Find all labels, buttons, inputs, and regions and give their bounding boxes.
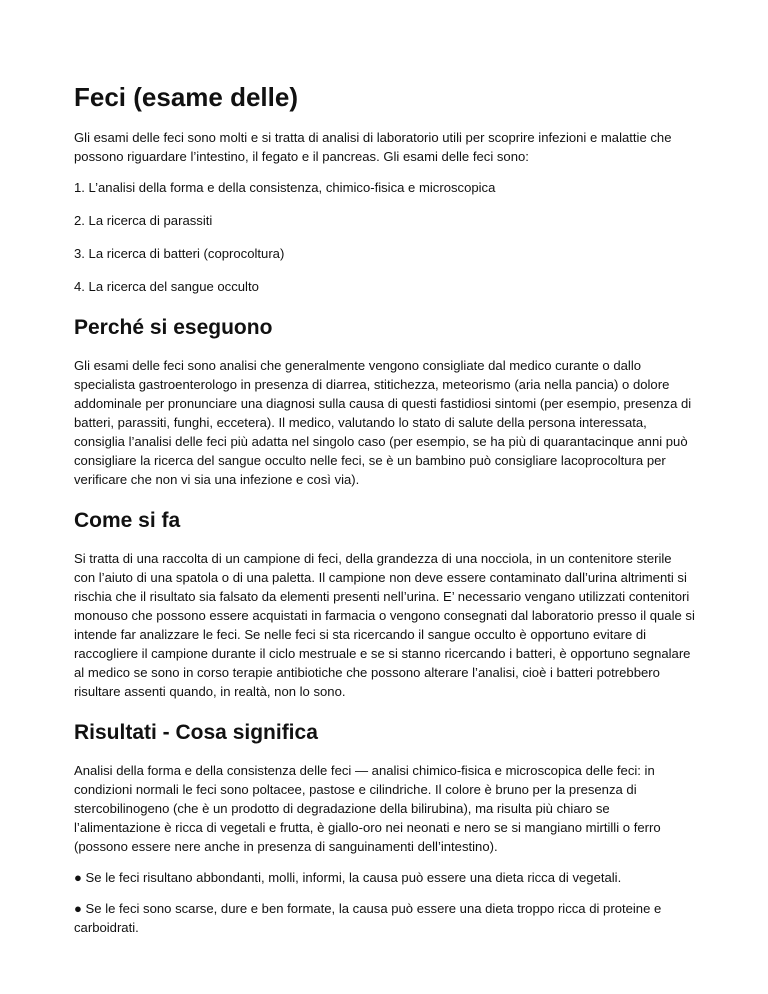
list-item: 2. La ricerca di parassiti [74, 213, 213, 228]
section-paragraph: Analisi della forma e della consistenza delle feci — analisi chimico-fisica e microscopica delle feci: in condizioni normali le feci sono poltacee, pastose e cilindriche. Il colore è bruno per la presenza di stercobilinogeno (che è un prodotto di degradazione della bilirubina), ma risulta più chiaro se l’alimentazione è ricca di vegetali e frutta, è giallo-oro nei neonati e nero se si mangiano mirtilli o ferro (possono essere nere anche in presenza di sanguinamenti dell’intestino). [74, 763, 661, 854]
list-item: 1. L’analisi della forma e della consistenza, chimico-fisica e microscopica [74, 180, 496, 195]
section-heading-perche: Perché si eseguono [74, 316, 273, 339]
section-heading-come: Come si fa [74, 509, 181, 532]
intro-paragraph: Gli esami delle feci sono molti e si tratta di analisi di laboratorio utili per scoprire infezioni e malattie che possono riguardare l’intestino, il fegato e il pancreas. Gli esami delle feci sono: [74, 130, 672, 164]
section-paragraph: Si tratta di una raccolta di un campione di feci, della grandezza di una nocciola, in un contenitore sterile con l’aiuto di una spatola o di una paletta. Il campione non deve essere contaminato dall’urina altrimenti si rischia che il risultato sia falsato da elementi presenti nell’urina. E’ necessario vengano utilizzati contenitori monouso che possono essere acquistati in farmacia o vengono consegnati dal laboratorio presso il quale si intende far analizzare le feci. Se nelle feci si sta ricercando il sangue occulto è opportuno evitare di raccogliere il campione durante il ciclo mestruale e se si stanno ricercando i batteri, è opportuno segnalare al medico se sono in corso terapie antibiotiche che possono alterare l’analisi, cioè i batteri potrebbero risultare assenti quando, in realtà, non lo sono. [74, 551, 695, 699]
section-paragraph: Gli esami delle feci sono analisi che generalmente vengono consigliate dal medico curante o dallo specialista gastroenterologo in presenza di diarrea, stitichezza, meteorismo (aria nella pancia) o dolore addominale per pronunciare una diagnosi sulla causa di questi fastidiosi sintomi (per esempio, presenza di batteri, parassiti, funghi, eccetera). Il medico, valutando lo stato di salute della persona interessata, consiglia l’analisi delle feci più adatta nel singolo caso (per esempio, se ha più di quarantacinque anni può consigliare la ricerca del sangue occulto nelle feci, se è un bambino può consigliare lacoprocoltura per verificare che non vi sia una infezione e così via). [74, 358, 692, 487]
list-item: 4. La ricerca del sangue occulto [74, 279, 259, 294]
bullet-item: ● Se le feci sono scarse, dure e ben formate, la causa può essere una dieta troppo ricca di proteine e carboidrati. [74, 901, 662, 935]
bullet-item: ● Se le feci risultano abbondanti, molli, informi, la causa può essere una dieta ricca di vegetali. [74, 870, 622, 885]
list-item: 3. La ricerca di batteri (coprocoltura) [74, 246, 285, 261]
page-title: Feci (esame delle) [74, 82, 298, 112]
section-heading-risultati: Risultati - Cosa significa [74, 721, 318, 744]
